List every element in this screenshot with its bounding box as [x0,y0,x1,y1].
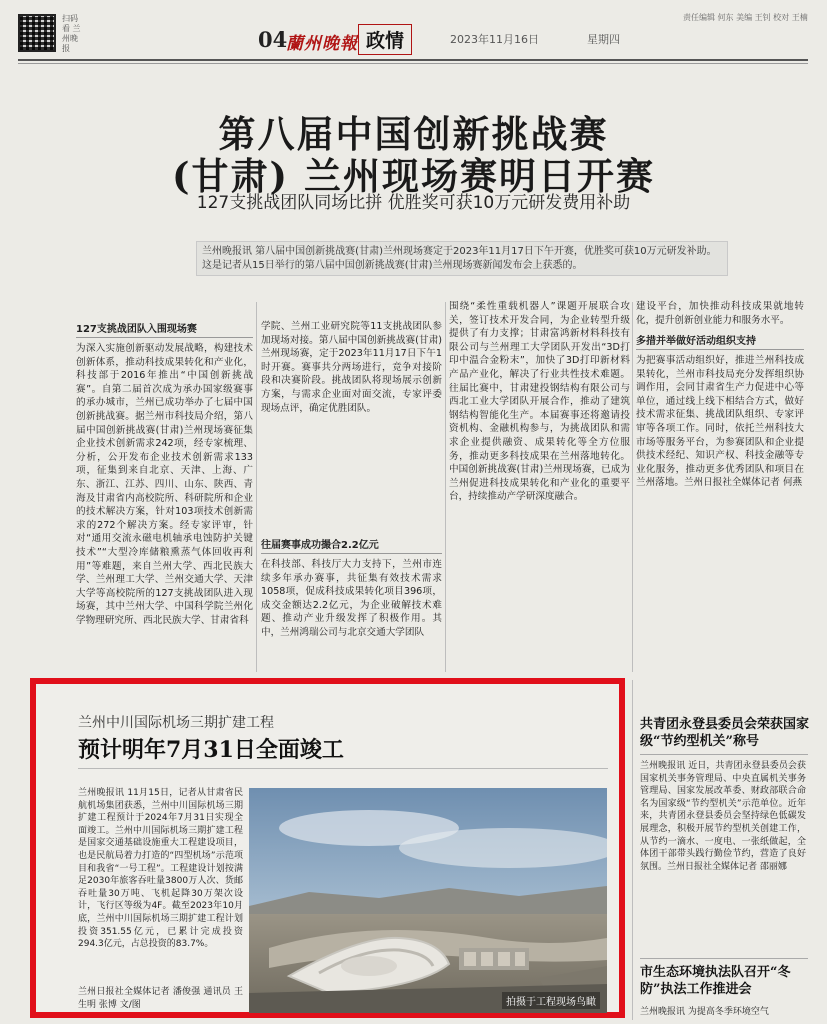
article-column-2 [261,320,442,672]
right-story-1-title: 共青团永登县委员会荣获国家级“节约型机关”称号 [640,717,810,749]
column-text: 围绕“柔性重载机器人”课题开展联合攻关，签订技术开发合同，为企业转型升级提供了有力支撑；甘肃富鸿新材料科技有限公司与兰州理工大学团队开发出“3D打印中温合金粉末”，加快了3D打印新材料产品产业化，解决了行业共性技术难题。往届比赛中，甘肃建投钢结构有限公司与西北工业大学团队开展合作，推动了建筑钢结构智能化生产。本届赛事还将邀请投资机构、金融机构参与，为挑战团队和需求企业提供融资、成果转化等全方位服务，推动更多科技成果在兰州落地转化。中国创新挑战赛(甘肃)兰州现场赛，已成为兰州促进科技成果转化和产业化的重要平台，持续推动产学研深度融合。 [449,301,630,503]
headline-line-1: 第八届中国创新挑战赛 [218,112,609,156]
right-story-2-title: 市生态环境执法队召开“冬防”执法工作推进会 [640,965,791,997]
feature-kicker: 兰州中川国际机场三期扩建工程 [78,715,274,731]
airport-photo [249,788,607,1013]
column-divider [632,302,633,672]
column-divider [256,302,257,672]
column-subtitle: 往届赛事成功撮合2.2亿元 [261,536,442,554]
weekday: 星期四 [587,33,620,46]
editor-credits: 责任编辑 何东 美编 王钊 校对 王楠 [683,13,808,22]
header-rule-thin [18,63,808,64]
column-text: 为把赛事活动组织好，推进兰州科技成果转化，兰州市科技局充分发挥组织协调作用，会同甘肃省生产力促进中心等单位，通过线上线下相结合方式，做好技术需求征集、挑战团队组织、专家评审等各项工作。同时，依托兰州科技大市场等服务平台，为参赛团队和企业提供技术经纪、知识产权、科技金融等专业化服务，推动更多优秀团队和项目在兰州落地。兰州日报社全媒体记者 何燕 [636,355,804,489]
header-rule [18,59,808,61]
masthead-logo: 蘭州晚報 [286,34,358,54]
right-story-rule [640,754,808,755]
feature-byline: 兰州日报社全媒体记者 潘俊强 通讯员 王生明 张博 文/图 [78,987,243,1010]
airport-aerial-image [249,788,607,1013]
article-column-4 [636,300,804,672]
column-subtitle: 多措并举做好活动组织支持 [636,332,804,350]
feature-rule [78,768,608,769]
article-column-1 [76,320,253,672]
photo-caption: 拍摄于工程现场鸟瞰 [502,992,600,1009]
column-text: 为深入实施创新驱动发展战略，构建技术创新体系，推动科技成果转化和产业化，科技部于2016年推出“中国创新挑战赛”。自第二届首次成为承办国家级赛事的承办城市，兰州已成功举办了七届中国创新挑战赛。据兰州市科技局介绍，第八届中国创新挑战赛(甘肃)兰州现场赛征集企业技术创新需求242项，经专家梳理、分析，公开发布企业技术创新需求133项，征集到来自北京、天津、上海、广东、浙江、江苏、四川、山东、陕西、青海及甘肃省内高校院所、科研院所和企业的技术解决方案，针对103项技术创新需求的272个解决方案。经专家评审，针对“通用交流永磁电机轴承电蚀防护关键技术”“大型冷库储粮熏蒸气体回收再利用”等难题，来自兰州大学、西北民族大学、兰州理工大学、兰州交通大学、天津大学等高校院所的127支挑战团队进入现场赛，其中兰州大学、中国科学院兰州化学物理研究所、西北民族大学、甘肃省科 [76,343,253,626]
subheadline: 127支挑战团队同场比拼 优胜奖可获10万元研发费用补助 [196,193,631,213]
right-story-1-text: 兰州晚报讯 近日，共青团永登县委员会获国家机关事务管理局、中央直属机关事务管理局、国家发展改革委、财政部联合命名为国家级“节约型机关”示范单位。近年来，共青团永登县委员会坚持绿色低碳发展理念，积极开展节约型机关创建工作，从节约一滴水、一度电、一张纸做起，全体团干部带头践行勤俭节约，营造了良好氛围。兰州日报社全媒体记者 邵丽娜 [640,761,806,872]
column-divider [445,302,446,672]
section-label: 政情 [358,24,412,55]
right-story-rule [640,958,808,959]
article-column-3 [449,300,630,672]
publication-date: 2023年11月16日 [450,33,539,46]
column-divider [632,680,633,1020]
column-subtitle: 127支挑战团队入围现场赛 [76,320,253,338]
column-text: 在科技部、科技厅大力支持下，兰州市连续多年承办赛事，共征集有效技术需求1058项，促成科技成果转化项目396项，成交金额达2.2亿元，为企业破解技术难题、推动产业升级发挥了积极作用。其中，兰州鸿瑞公司与北京交通大学团队 [261,559,442,638]
feature-title: 预计明年7月31日全面竣工 [78,737,344,763]
lead-paragraph: 兰州晚报讯 第八届中国创新挑战赛(甘肃)兰州现场赛定于2023年11月17日下午开赛，优胜奖可获10万元研发补助。这是记者从15日举行的第八届中国创新挑战赛(甘肃)兰州现场赛新闻发布会上获悉的。 [202,246,717,271]
column-text: 学院、兰州工业研究院等11支挑战团队参加现场对接。第八届中国创新挑战赛(甘肃)兰州现场赛，定于2023年11月17日下午1时开赛。赛事共分两场进行，竞争对接阶段和决赛阶段。挑战团队将现场展示创新方案，与需求企业面对面交流，专家评委现场点评，确定优胜团队。 [261,321,442,414]
feature-body: 兰州晚报讯 11月15日，记者从甘肃省民航机场集团获悉，兰州中川国际机场三期扩建工程预计于2024年7月31日实现全面竣工。兰州中川国际机场三期扩建工程是国家交通基础设施重大工程建设项目，也是民航局着力打造的“四型机场”示范项目和我省“一号工程”。工程建设计划按满足2030年旅客吞吐量3800万人次、货邮吞吐量30万吨、飞机起降30万架次设计，飞行区等级为4F。截至2023年10月底，兰州中川国际机场三期扩建工程计划投资351.55亿元，已累计完成投资294.3亿元，占总投资的83.7%。 [78,788,243,950]
qr-code-icon [18,14,56,52]
headline-line-2: (甘肃) 兰州现场赛明日开赛 [172,154,655,198]
right-story-2-text: 兰州晚报讯 为提高冬季环境空气 [640,1007,769,1017]
column-text: 建设平台，加快推动科技成果就地转化，提升创新创业能力和服务水平。 [636,301,804,326]
qr-label: 扫码看 兰州晚报 [62,14,81,53]
page-number: 04 [258,27,288,52]
